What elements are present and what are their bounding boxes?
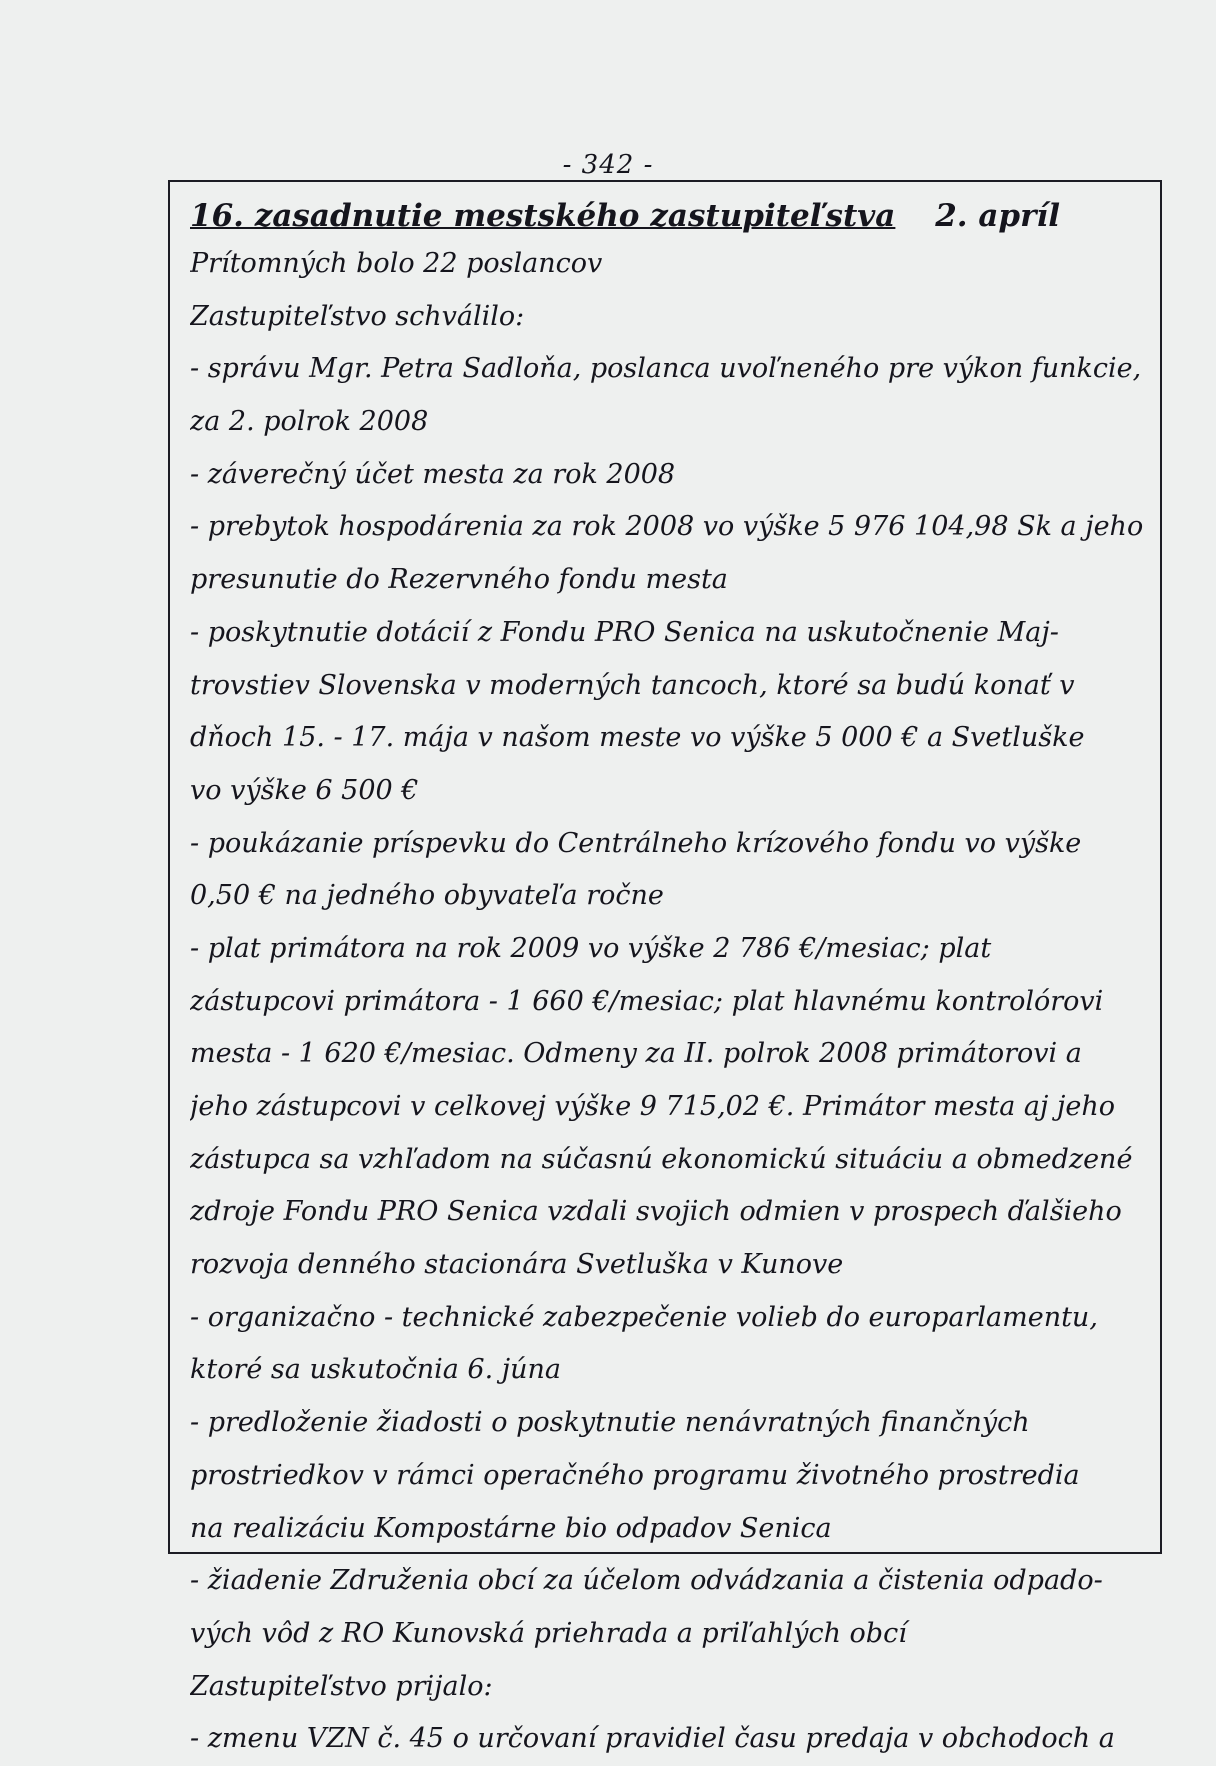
- text-line: presunutie do Rezervného fondu mesta: [190, 564, 728, 596]
- text-line: dňoch 15. - 17. mája v našom meste vo výške 5 000 € a Svetluške: [190, 722, 1085, 754]
- entry-title: 16. zasadnutie mestského zastupiteľstva: [190, 198, 896, 234]
- text-line: za 2. polrok 2008: [190, 406, 429, 438]
- text-line: - záverečný účet mesta za rok 2008: [190, 458, 676, 490]
- text-line: - žiadenie Združenia obcí za účelom odvádzania a čistenia odpado-: [190, 1565, 1103, 1597]
- entry-date: 2. apríl: [935, 198, 1060, 234]
- text-line: trovstiev Slovenska v moderných tancoch, ktoré sa budú konať v: [190, 669, 1075, 701]
- text-line: mesta - 1 620 €/mesiac. Odmeny za II. polrok 2008 primátorovi a: [190, 1038, 1082, 1070]
- text-line: - prebytok hospodárenia za rok 2008 vo výške 5 976 104,98 Sk a jeho: [190, 511, 1144, 543]
- text-line: 0,50 € na jedného obyvateľa ročne: [190, 880, 664, 912]
- text-line: vo výške 6 500 €: [190, 774, 419, 806]
- text-line: vých vôd z RO Kunovská priehrada a priľahlých obcí: [190, 1617, 907, 1649]
- text-line: zástupca sa vzhľadom na súčasnú ekonomickú situáciu a obmedzené: [190, 1143, 1133, 1175]
- text-line: rozvoja denného stacionára Svetluška v Kunove: [190, 1249, 844, 1281]
- text-line: zdroje Fondu PRO Senica vzdali svojich odmien v prospech ďalšieho: [190, 1196, 1122, 1228]
- text-line: - organizačno - technické zabezpečenie volieb do europarlamentu,: [190, 1301, 1098, 1333]
- text-line: - plat primátora na rok 2009 vo výške 2 786 €/mesiac; plat: [190, 932, 992, 964]
- text-line: Zastupiteľstvo schválilo:: [190, 300, 525, 332]
- text-line: - predloženie žiadosti o poskytnutie nenávratných finančných: [190, 1407, 1030, 1439]
- text-line: prostriedkov v rámci operačného programu životného prostredia: [190, 1459, 1080, 1491]
- text-line: - poukázanie príspevku do Centrálneho krízového fondu vo výške: [190, 827, 1082, 859]
- text-line: na realizáciu Kompostárne bio odpadov Senica: [190, 1512, 832, 1544]
- text-line: - správu Mgr. Petra Sadloňa, poslanca uvoľneného pre výkon funkcie,: [190, 353, 1142, 385]
- text-line: Zastupiteľstvo prijalo:: [190, 1670, 493, 1702]
- text-line: - poskytnutie dotácií z Fondu PRO Senica na uskutočnenie Maj-: [190, 616, 1059, 648]
- entry-header: [190, 198, 1060, 238]
- page-number: - 342 -: [562, 150, 654, 180]
- text-line: - zmenu VZN č. 45 o určovaní pravidiel času predaja v obchodoch a: [190, 1723, 1115, 1755]
- text-line: ktoré sa uskutočnia 6. júna: [190, 1354, 561, 1386]
- text-line: jeho zástupcovi v celkovej výške 9 715,02 €. Primátor mesta aj jeho: [190, 1091, 1115, 1122]
- text-line: Prítomných bolo 22 poslancov: [190, 248, 603, 279]
- text-line: zástupcovi primátora - 1 660 €/mesiac; plat hlavnému kontrolórovi: [190, 985, 1104, 1017]
- entry-body: [190, 238, 1150, 1766]
